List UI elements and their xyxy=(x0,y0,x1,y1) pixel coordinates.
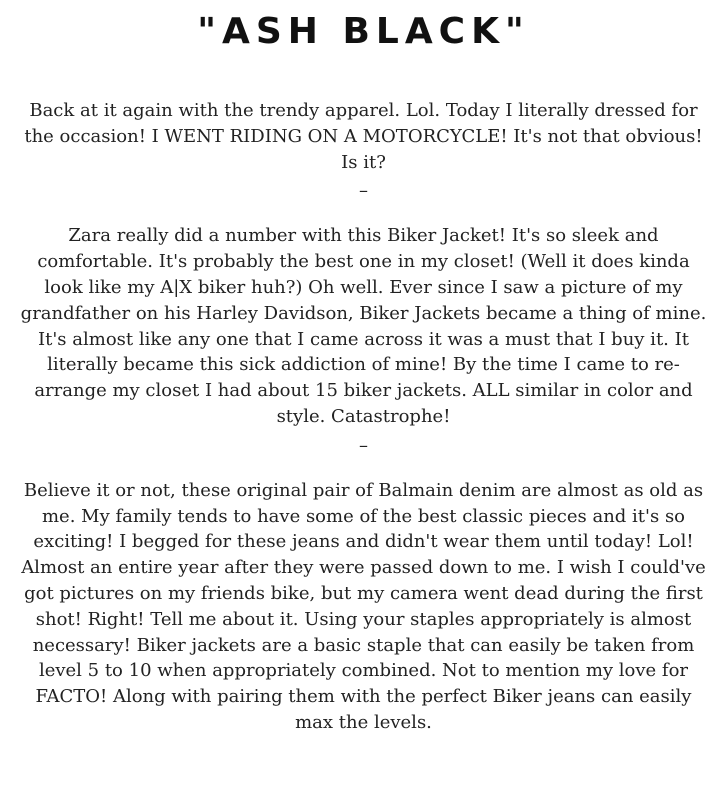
section-divider: – xyxy=(359,180,368,202)
post-title: "ASH BLACK" xyxy=(197,11,530,52)
post-body xyxy=(18,98,709,736)
post-paragraph-jacket: Zara really did a number with this Biker Jacket! It's so sleek and comfortable. It's probably the best one in my closet! (Well it does kinda look like my A|X biker huh?) Oh well. Ever since I saw a picture of my grandfather on his Harley Davidson, Biker Jackets became a thing of mine. It's almost like any one that I came across it was a must that I buy it. It literally became this sick addiction of mine! By the time I came to re-arrange my closet I had about 15 biker jackets. ALL similar in color and style. Catastrophe! xyxy=(20,225,707,427)
section-divider: – xyxy=(359,434,368,456)
post-paragraph-denim: Believe it or not, these original pair of Balmain denim are almost as old as me. My family tends to have some of the best classic pieces and it's so exciting! I begged for these jeans and didn't wear them until today! Lol! Almost an entire year after they were passed down to me. I wish I could've got pictures on my friends bike, but my camera went dead during the first shot! Right! Tell me about it. Using your staples appropriately is almost necessary! Biker jackets are a basic staple that can easily be taken from level 5 to 10 when appropriately combined. Not to mention my love for FACTO! Along with pairing them with the perfect Biker jeans can easily max the levels. xyxy=(21,479,706,733)
post-paragraph-intro: Back at it again with the trendy apparel. Lol. Today I literally dressed for the occasion! I WENT RIDING ON A MOTORCYCLE! It's not that obvious! Is it? xyxy=(24,100,703,173)
